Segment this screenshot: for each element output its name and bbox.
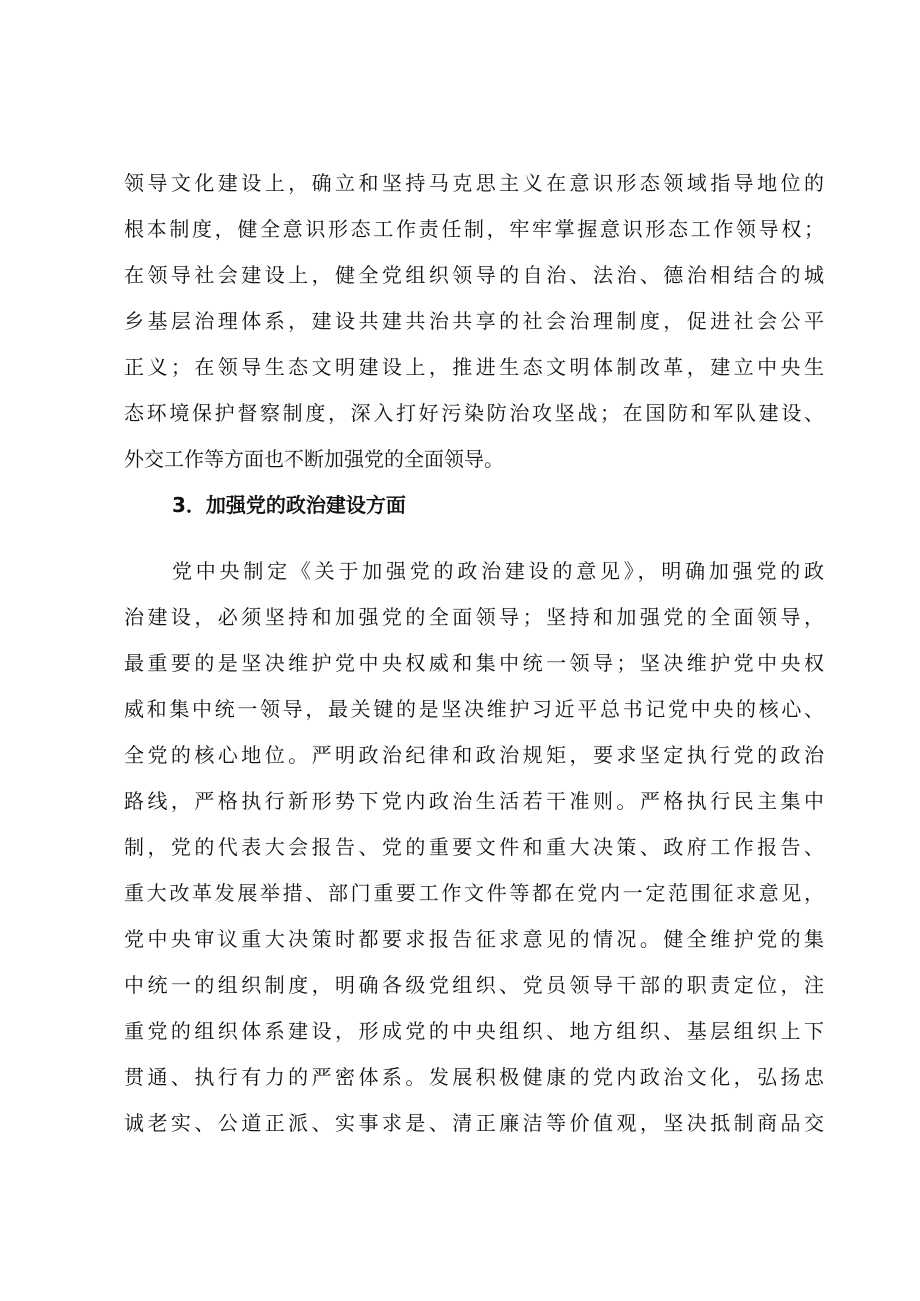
text-line: 根本制度，健全意识形态工作责任制，牢牢掌握意识形态工作领导权； [124,217,824,241]
text-line: 党中央审议重大决策时都要求报告征求意见的情况。健全维护党的集 [124,927,824,951]
section-heading: 3．加强党的政治建设方面 [172,493,406,517]
text-line: 外交工作等方面也不断加强党的全面领导。 [124,447,504,471]
text-line: 乡基层治理体系，建设共建共治共享的社会治理制度，促进社会公平 [124,309,824,333]
text-line: 重大改革发展举措、部门重要工作文件等都在党内一定范围征求意见， [124,881,824,905]
text-line: 中统一的组织制度，明确各级党组织、党员领导干部的职责定位，注 [124,973,824,997]
text-line: 重党的组织体系建设，形成党的中央组织、地方组织、基层组织上下 [124,1019,824,1043]
text-line: 在领导社会建设上，健全党组织领导的自治、法治、德治相结合的城 [124,263,824,287]
text-line: 诚老实、公道正派、实事求是、清正廉洁等价值观，坚决抵制商品交 [124,1111,824,1135]
text-line: 领导文化建设上，确立和坚持马克思主义在意识形态领域指导地位的 [124,171,824,195]
text-line: 态环境保护督察制度，深入打好污染防治攻坚战；在国防和军队建设、 [124,401,824,425]
text-line: 治建设，必须坚持和加强党的全面领导；坚持和加强党的全面领导， [124,605,824,629]
text-line: 路线，严格执行新形势下党内政治生活若干准则。严格执行民主集中 [124,789,824,813]
text-line: 全党的核心地位。严明政治纪律和政治规矩，要求坚定执行党的政治 [124,743,824,767]
text-line: 制，党的代表大会报告、党的重要文件和重大决策、政府工作报告、 [124,835,824,859]
text-line: 正义；在领导生态文明建设上，推进生态文明体制改革，建立中央生 [124,355,824,379]
text-line: 最重要的是坚决维护党中央权威和集中统一领导；坚决维护党中央权 [124,651,824,675]
text-line: 贯通、执行有力的严密体系。发展积极健康的党内政治文化，弘扬忠 [124,1065,824,1089]
text-line: 威和集中统一领导，最关键的是坚决维护习近平总书记党中央的核心、 [124,697,824,721]
text-line: 党中央制定《关于加强党的政治建设的意见》，明确加强党的政 [172,559,824,583]
